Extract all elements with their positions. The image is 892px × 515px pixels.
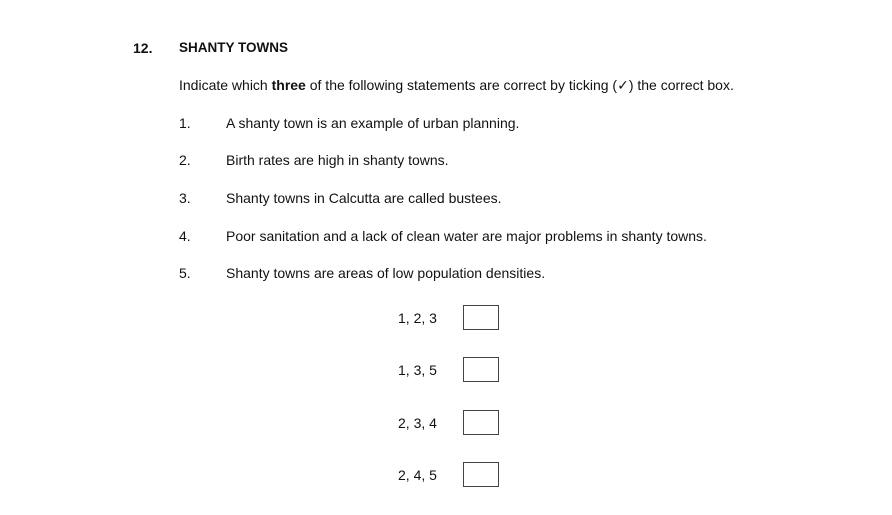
instruction-after: of the following statements are correct by ticking (✓) the correct box. [305,77,734,93]
option-3-tickbox[interactable] [463,410,499,435]
option-label: 1, 2, 3 [398,310,437,326]
statement-number: 2. [179,152,191,168]
statement-text: Shanty towns are areas of low population densities. [226,265,546,281]
instruction [179,77,734,94]
option-label: 2, 3, 4 [398,415,437,431]
instruction-emphasis: three [271,77,306,93]
statement-text: Shanty towns in Calcutta are called bustees. [226,190,502,206]
option-label: 1, 3, 5 [398,362,437,378]
option-label: 2, 4, 5 [398,467,437,483]
statement-number: 3. [179,190,191,206]
option-4-tickbox[interactable] [463,462,499,487]
question-number: 12. [133,40,153,56]
option-2-tickbox[interactable] [463,357,499,382]
statement-text: Poor sanitation and a lack of clean water are major problems in shanty towns. [226,228,707,244]
statement-number: 4. [179,228,191,244]
option-1-tickbox[interactable] [463,305,499,330]
statement-number: 5. [179,265,191,281]
instruction-before: Indicate which [179,77,272,93]
statement-text: A shanty town is an example of urban planning. [226,115,520,131]
question-title: SHANTY TOWNS [179,40,289,55]
statement-number: 1. [179,115,191,131]
statement-text: Birth rates are high in shanty towns. [226,152,449,168]
